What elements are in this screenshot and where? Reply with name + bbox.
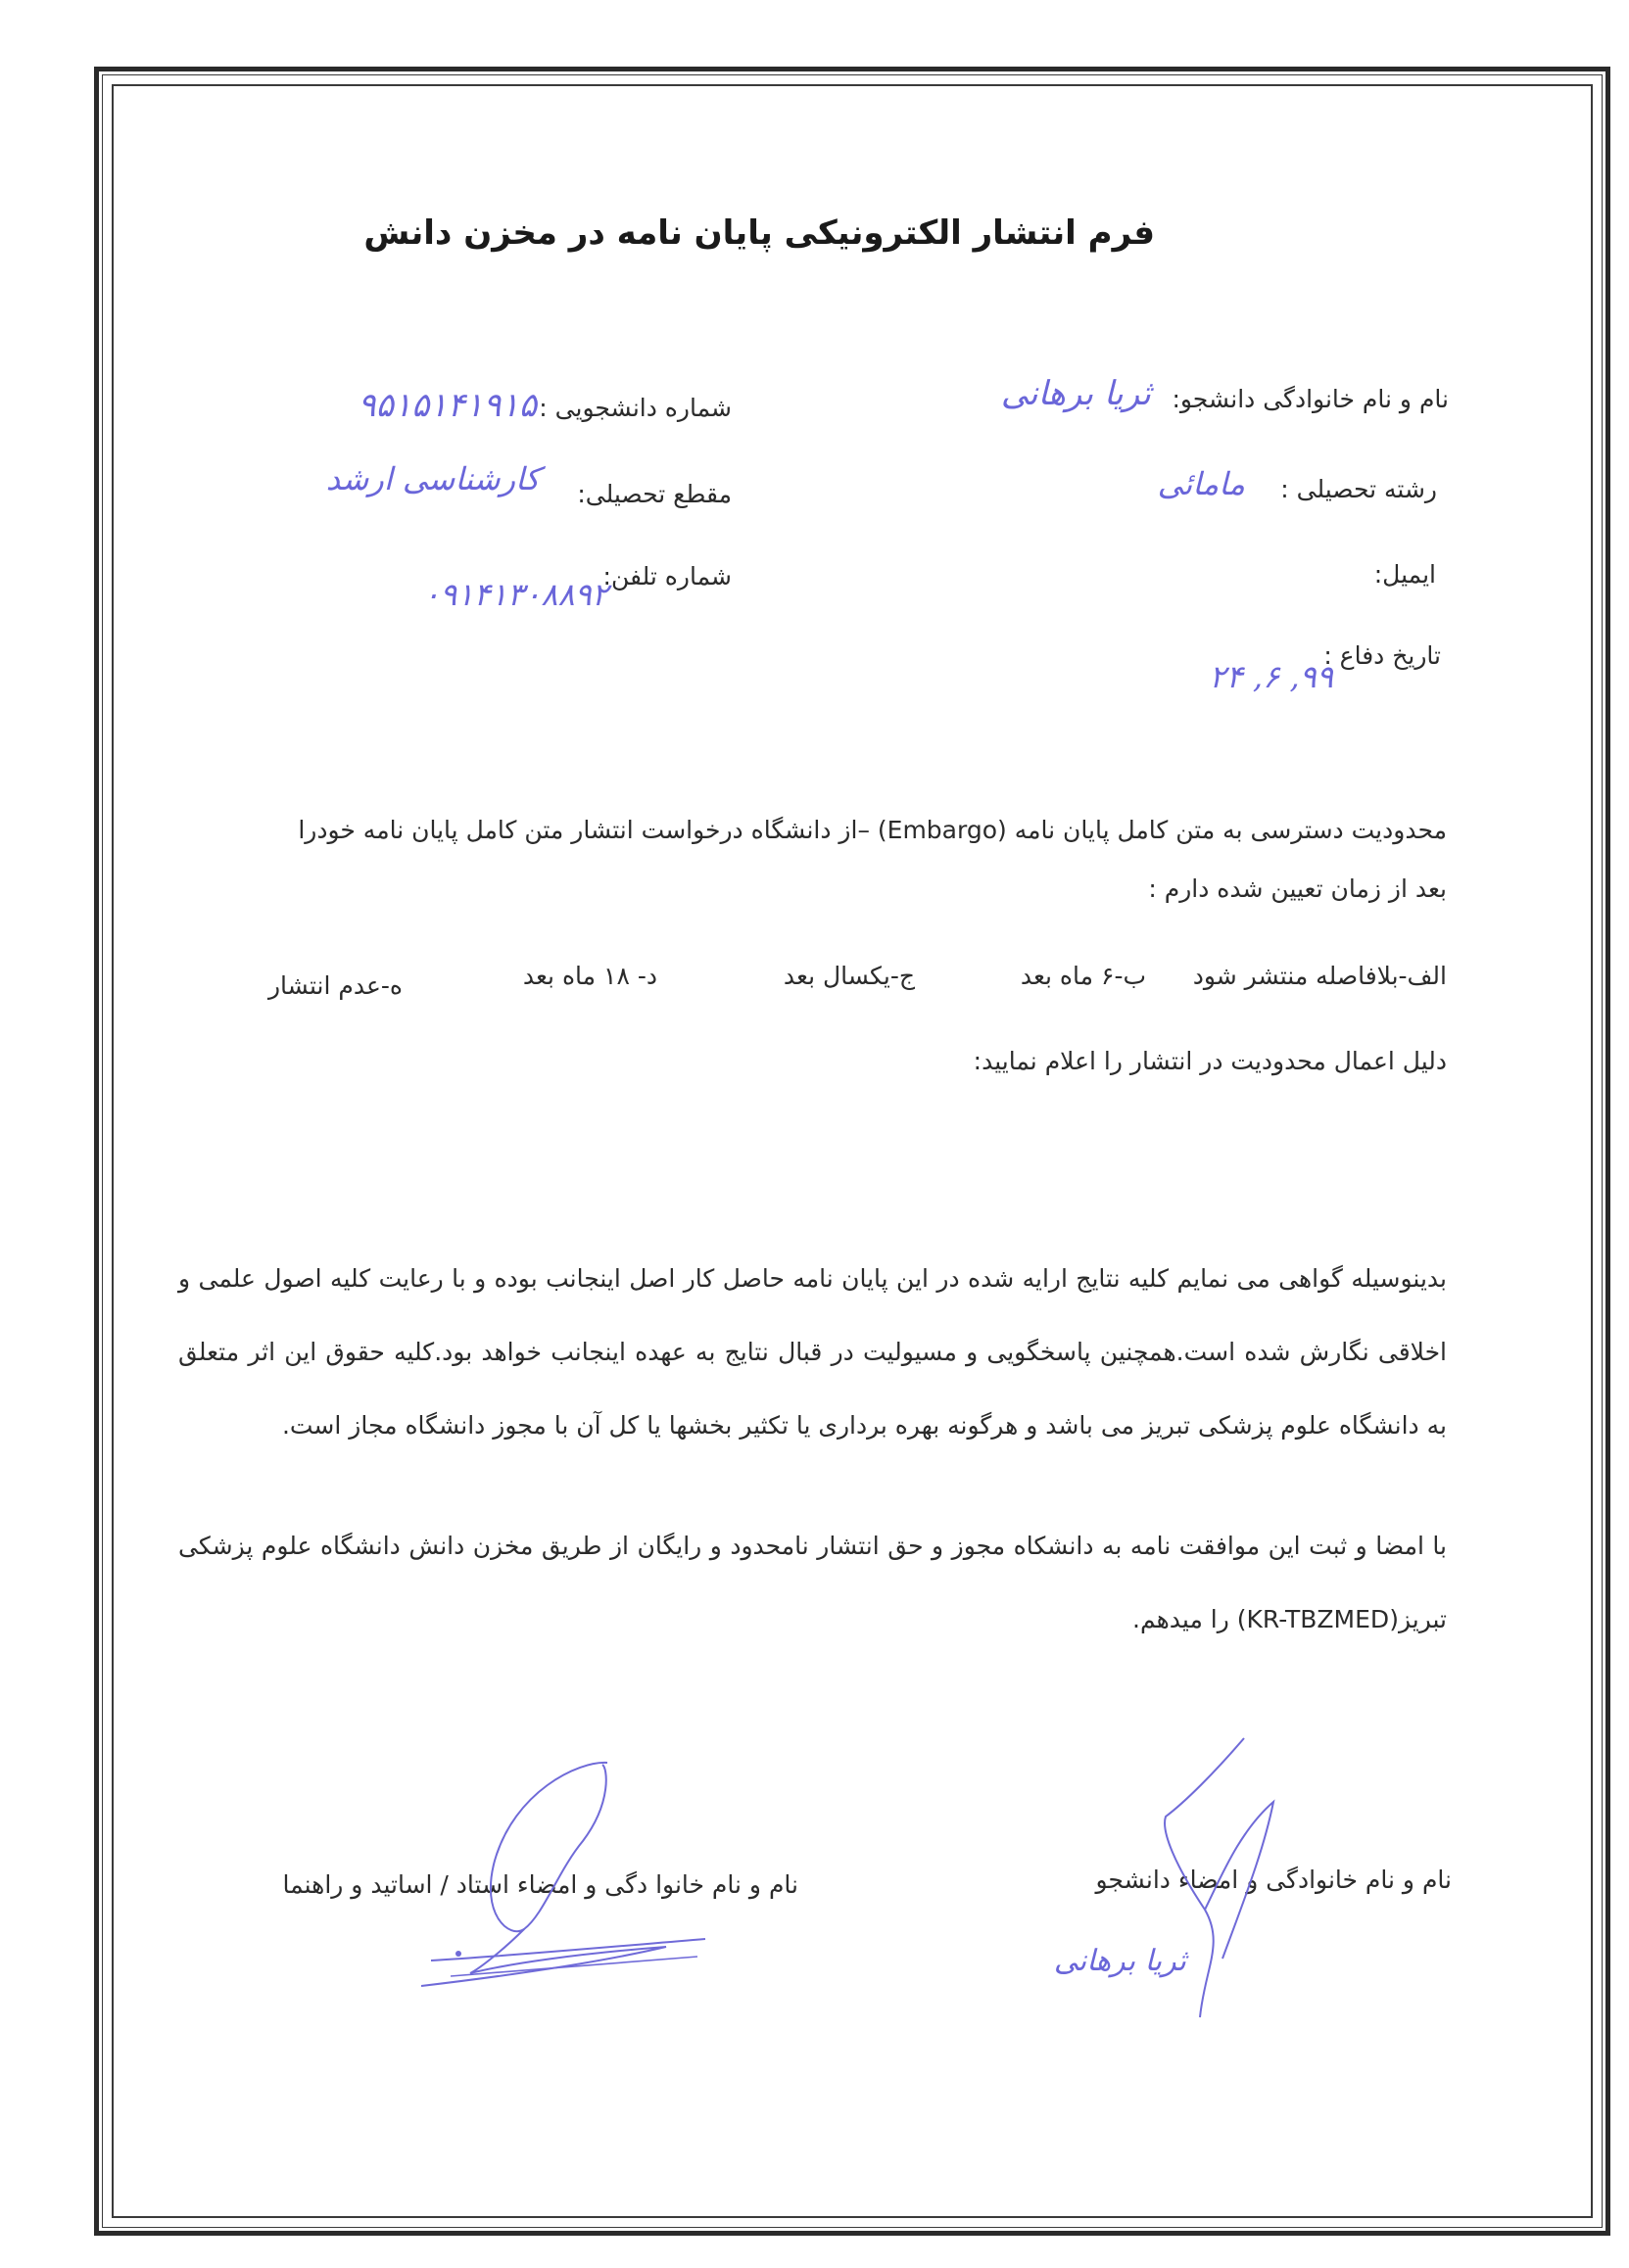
embargo-option-no-publish: ه-عدم انتشار [267, 971, 403, 1000]
defense-date-value: ۹۹, ۶, ۲۴ [1209, 658, 1333, 695]
student-name-value: ثریا برهانی [1000, 374, 1151, 413]
embargo-text-line2: بعد از زمان تعیین شده دارم : [1148, 874, 1447, 903]
agreement-paragraph: با امضا و ثبت این موافقت نامه به دانشکاه مجوز و حق انتشار نامحدود و رایگان از طریق مخزن دانش دانشگاه علوم پزشکی تبریز(KR-TBZMED) را میدهم. [178, 1532, 1447, 1633]
degree-label: مقطع تحصیلی: [577, 480, 732, 508]
student-name-label: نام و نام خانوادگی دانشجو: [1172, 385, 1449, 413]
embargo-text-line1: محدودیت دسترسی به متن کامل پایان نامه (Embargo) –از دانشگاه درخواست انتشار متن کامل پایان نامه خودرا [298, 816, 1447, 844]
embargo-option-immediate: الف-بلافاصله منتشر شود [1192, 962, 1447, 990]
form-title: فرم انتشار الکترونیکی پایان نامه در مخزن دانش [363, 213, 1155, 253]
embargo-option-1-year: ج-یکسال بعد [783, 962, 915, 990]
supervisor-signature [411, 1753, 725, 1998]
embargo-option-6-months: ب-۶ ماه بعد [1020, 962, 1146, 990]
degree-value: کارشناسی ارشد [325, 460, 540, 497]
email-label: ایمیل: [1373, 560, 1436, 589]
student-signature-label: نام و نام خانوادگی و امضاء دانشجو [1095, 1866, 1452, 1894]
major-label: رشته تحصیلی : [1280, 475, 1437, 503]
supervisor-signature-label: نام و نام خانوا دگی و امضاء استاد / اساتید و راهنما [282, 1870, 798, 1899]
student-signature [1146, 1733, 1303, 2027]
major-value: مامائی [1157, 465, 1245, 502]
student-handwritten-name: ثریا برهانی [1053, 1944, 1186, 1978]
defense-date-label: تاریخ دفاع : [1323, 641, 1441, 670]
student-number-label: شماره دانشجویی : [539, 394, 732, 422]
embargo-reason-label: دلیل اعمال محدودیت در انتشار را اعلام نمایید: [973, 1047, 1447, 1075]
phone-label: شماره تلفن: [602, 562, 732, 591]
declaration-paragraph: بدینوسیله گواهی می نمایم کلیه نتایج ارایه شده در این پایان نامه حاصل کار اصل اینجانب بوده و با رعایت کلیه اصول علمی و اخلاقی نگارش شده است.همچنین پاسخگویی و مسیولیت در قبال نتایج به عهده اینجانب خواهد بود.کلیه حقوق این اثر متعلق به دانشگاه علوم پزشکی تبریز می باشد و هرگونه بهره برداری یا تکثیر بخشها یا کل آن با مجوز دانشگاه مجاز است. [178, 1264, 1447, 1440]
phone-value: ۰۹۱۴۱۳۰۸۸۹۲ [422, 576, 608, 613]
embargo-option-18-months: د- ۱۸ ماه بعد [522, 962, 657, 990]
student-number-value: ۹۵۱۵۱۴۱۹۱۵ [358, 386, 537, 425]
